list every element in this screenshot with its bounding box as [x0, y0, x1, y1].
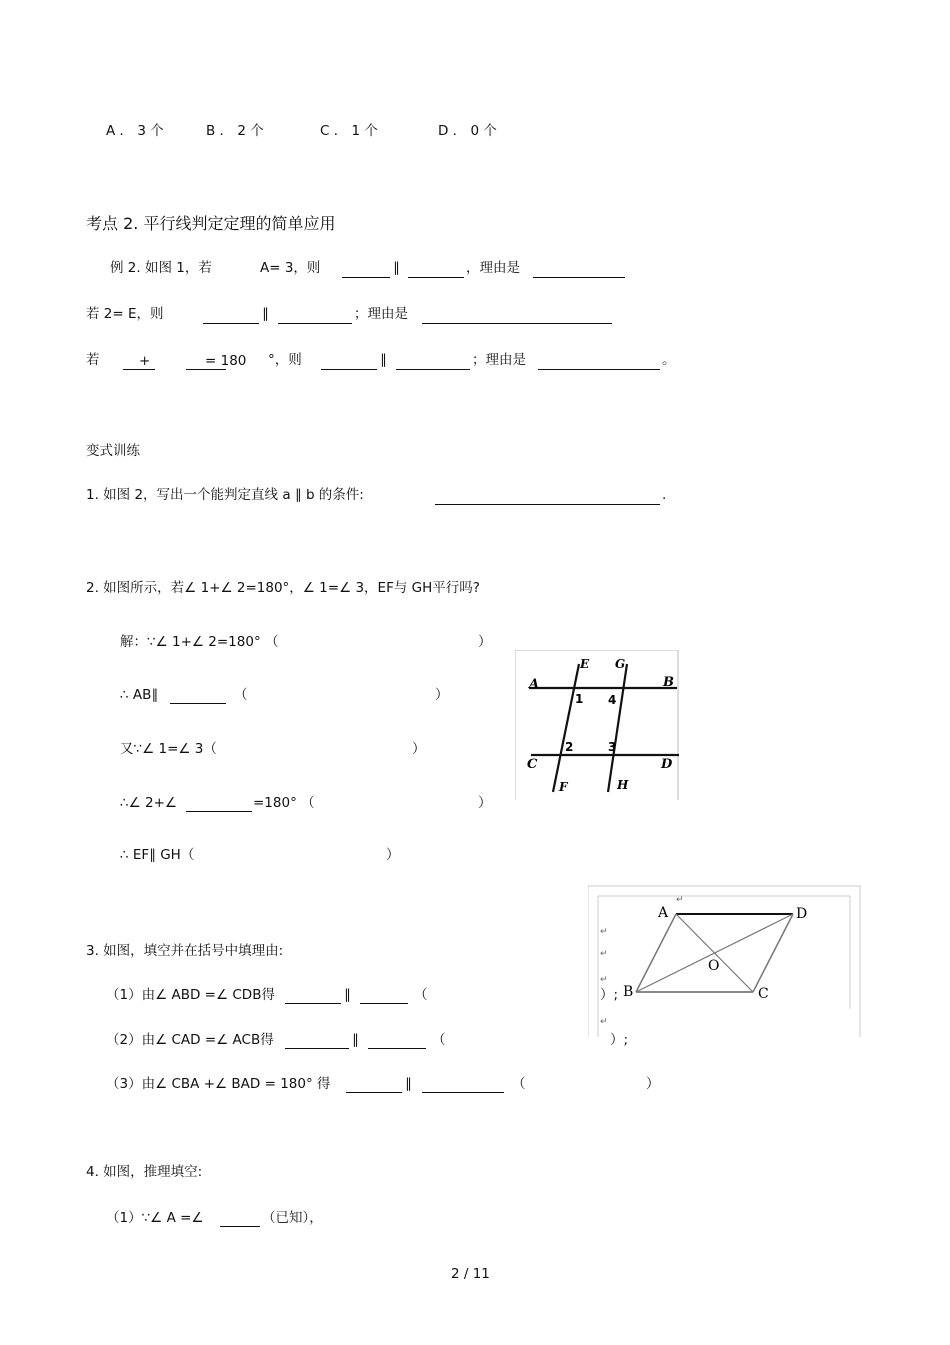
blank[interactable] [123, 369, 155, 370]
fig1-label-d: D [661, 757, 673, 772]
q3-p1: （1）由∠ ABD =∠ CDB得 [106, 987, 275, 1003]
fig1-label-c: C [527, 757, 538, 772]
parallel-lines-figure [515, 650, 680, 802]
q2-sol4b: =180° （ [253, 795, 315, 811]
reason-label: ；理由是 [472, 352, 526, 368]
blank[interactable] [360, 1003, 408, 1004]
q2-sol4a: ∴∠ 2+∠ [120, 795, 177, 811]
parallel-sign: ∥ [352, 1032, 359, 1048]
period: 。 [662, 352, 676, 368]
degree-then: °，则 [268, 352, 302, 368]
return-mark: ↵ [600, 1017, 608, 1027]
option-b: B ． 2 个 [206, 123, 264, 139]
example-line2-prefix: 若 2= E，则 [86, 306, 164, 322]
q3-p2: （2）由∠ CAD =∠ ACB得 [106, 1032, 274, 1048]
fig1-angle-2: 2 [565, 740, 574, 754]
example-line3-prefix: 若 [86, 352, 100, 368]
q1-end: . [662, 487, 667, 503]
example-line1-cond: A= 3，则 [260, 260, 321, 276]
rparen-semicolon: ）; [610, 1032, 629, 1048]
example-line1-prefix: 例 2. 如图 1，若 [110, 260, 212, 276]
lparen: （ [512, 1076, 526, 1092]
blank[interactable] [342, 277, 390, 278]
option-c: C ． 1 个 [320, 123, 378, 139]
blank[interactable] [368, 1048, 426, 1049]
q4-p1a: （1）∵∠ A =∠ [106, 1210, 204, 1226]
q3-text: 3. 如图，填空并在括号中填理由: [86, 943, 284, 959]
rparen: ） [478, 634, 492, 650]
parallel-sign: ∥ [380, 352, 387, 368]
q2-sol2: ∴ AB∥ [120, 687, 159, 703]
blank[interactable] [203, 323, 259, 324]
q2-sol5: ∴ EF∥ GH（ [120, 847, 195, 863]
blank[interactable] [538, 369, 660, 370]
blank[interactable] [321, 369, 377, 370]
q2-sol1: 解：∵∠ 1+∠ 2=180° （ [120, 634, 279, 650]
rparen: ） [435, 687, 449, 703]
blank[interactable] [285, 1048, 349, 1049]
blank[interactable] [170, 703, 226, 704]
fig2-label-o: O [708, 958, 720, 974]
return-mark: ↵ [600, 927, 608, 937]
fig1-angle-3: 3 [608, 740, 617, 754]
q4-text: 4. 如图，推理填空: [86, 1164, 203, 1180]
return-mark: ↵ [600, 949, 608, 959]
parallel-sign: ∥ [405, 1076, 412, 1092]
return-mark: ↵ [600, 975, 608, 985]
eq-180: = 180 [205, 353, 247, 369]
rparen: ） [412, 741, 426, 757]
blank[interactable] [186, 811, 252, 812]
fig1-label-g: G [615, 657, 626, 671]
section-title: 考点 2. 平行线判定定理的简单应用 [86, 214, 336, 233]
blank[interactable] [408, 277, 464, 278]
q3-p3: （3）由∠ CBA +∠ BAD = 180° 得 [106, 1076, 331, 1092]
q1-text: 1. 如图 2，写出一个能判定直线 a ∥ b 的条件: [86, 487, 364, 503]
parallel-sign: ∥ [262, 306, 269, 322]
fig1-label-f: F [559, 780, 568, 794]
q4-p1b: （已知）， [262, 1210, 323, 1226]
parallel-sign: ∥ [344, 987, 351, 1003]
fig2-label-b: B [623, 984, 634, 1000]
fig1-angle-1: 1 [575, 692, 584, 706]
fig2-label-c: C [758, 986, 769, 1002]
option-a: A ． 3 个 [106, 123, 164, 139]
fig1-label-h: H [617, 778, 629, 792]
rparen: ） [478, 795, 492, 811]
blank[interactable] [422, 323, 612, 324]
blank[interactable] [346, 1092, 402, 1093]
return-mark: ↵ [676, 895, 684, 905]
rparen: ） [646, 1076, 660, 1092]
fig1-angle-4: 4 [608, 693, 617, 707]
rparen: ） [386, 847, 400, 863]
fig1-label-a: A [529, 677, 540, 692]
page-number: 2 / 11 [451, 1266, 490, 1282]
lparen: （ [234, 687, 248, 703]
lparen: （ [414, 987, 428, 1003]
lparen: （ [432, 1032, 446, 1048]
blank[interactable] [422, 1092, 504, 1093]
q2-sol3: 又∵∠ 1=∠ 3（ [120, 741, 217, 757]
fig1-label-e: E [580, 657, 590, 671]
plus-sign: + [139, 353, 151, 369]
reason-label: ，理由是 [466, 260, 520, 276]
parallel-sign: ∥ [393, 260, 400, 276]
blank[interactable] [396, 369, 470, 370]
blank[interactable] [186, 369, 226, 370]
blank[interactable] [533, 277, 625, 278]
variant-title: 变式训练 [86, 443, 140, 459]
blank[interactable] [220, 1226, 260, 1227]
blank[interactable] [278, 323, 352, 324]
fig2-label-d: D [796, 906, 808, 922]
q2-text: 2. 如图所示，若∠ 1+∠ 2=180°，∠ 1=∠ 3，EF与 GH平行吗? [86, 580, 480, 596]
reason-label: ；理由是 [354, 306, 408, 322]
option-d: D ． 0 个 [438, 123, 497, 139]
fig2-label-a: A [658, 905, 669, 921]
fig1-label-b: B [663, 675, 674, 690]
rparen-semicolon: ）; [600, 987, 619, 1003]
blank[interactable] [285, 1003, 341, 1004]
blank[interactable] [435, 504, 660, 505]
parallelogram-figure [588, 884, 863, 1039]
